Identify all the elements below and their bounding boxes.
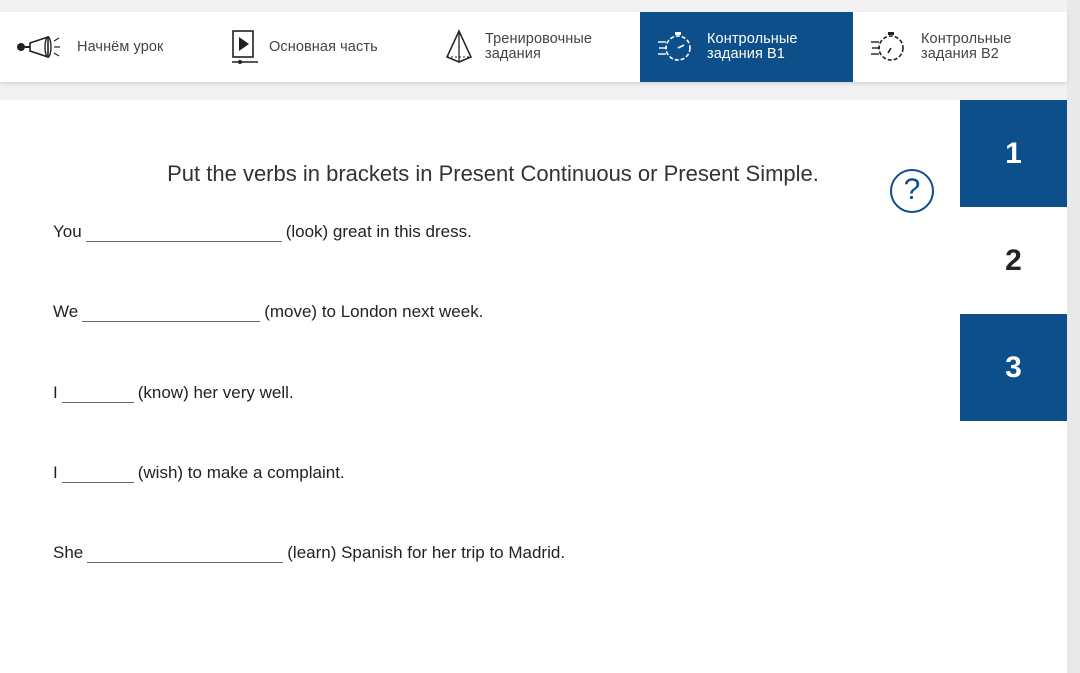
tab-label-line1: Начнём урок bbox=[77, 38, 164, 55]
sentence-row bbox=[53, 541, 565, 563]
help-button[interactable] bbox=[890, 169, 934, 213]
stopwatch-icon bbox=[657, 29, 693, 65]
sentence-row bbox=[53, 461, 345, 483]
tab-control-b1[interactable] bbox=[640, 12, 853, 82]
sentence-after: (move) to London next week. bbox=[264, 302, 484, 321]
answer-input[interactable] bbox=[87, 541, 283, 563]
tab-label-line1: Контрольные bbox=[921, 31, 1012, 47]
exercise-panel bbox=[0, 100, 1067, 673]
tab-label-line2: задания В2 bbox=[921, 46, 999, 62]
tab-start-lesson[interactable] bbox=[0, 12, 213, 82]
sentence-after: (know) her very well. bbox=[137, 383, 294, 402]
tab-training-tasks[interactable] bbox=[426, 12, 640, 82]
sentence-before: I bbox=[53, 463, 58, 482]
tab-label-line2: задания В1 bbox=[707, 46, 785, 62]
question-icon: ? bbox=[903, 173, 921, 206]
sentence-row bbox=[53, 300, 483, 322]
sentence-before: You bbox=[53, 222, 82, 241]
tab-label-line1: Контрольные bbox=[707, 31, 798, 47]
megaphone-icon bbox=[16, 34, 62, 60]
task-instruction: Put the verbs in brackets in Present Continuous or Present Simple. bbox=[167, 161, 819, 186]
tab-label bbox=[921, 32, 1012, 62]
exercise-step-tabs bbox=[960, 100, 1067, 421]
tab-main-part[interactable] bbox=[213, 12, 426, 82]
answer-input[interactable] bbox=[62, 461, 134, 483]
sentence-before: I bbox=[53, 383, 58, 402]
sentence-row bbox=[53, 381, 294, 403]
sentence-before: We bbox=[53, 302, 79, 321]
tab-label-line1: Основная часть bbox=[269, 38, 378, 55]
tab-label bbox=[485, 32, 592, 62]
tab-label bbox=[707, 32, 798, 62]
answer-input[interactable] bbox=[62, 381, 134, 403]
sentence-row bbox=[53, 220, 472, 242]
sentence-after: (learn) Spanish for her trip to Madrid. bbox=[287, 543, 566, 562]
step-tab-1[interactable]: 1 bbox=[960, 100, 1067, 207]
step-tab-2-current[interactable]: 2 bbox=[960, 207, 1067, 314]
answer-input[interactable] bbox=[82, 300, 260, 322]
tab-label bbox=[77, 40, 164, 55]
scroll-edge bbox=[1067, 0, 1080, 673]
sentence-after: (wish) to make a complaint. bbox=[137, 463, 345, 482]
pyramid-icon bbox=[444, 29, 474, 65]
tab-label bbox=[269, 40, 378, 55]
tab-control-b2[interactable] bbox=[853, 12, 1067, 82]
play-icon bbox=[230, 29, 260, 65]
lesson-nav bbox=[0, 12, 1067, 82]
answer-input[interactable] bbox=[86, 220, 282, 242]
tab-label-line2: задания bbox=[485, 46, 541, 62]
sentence-after: (look) great in this dress. bbox=[285, 222, 472, 241]
stopwatch-icon bbox=[870, 29, 906, 65]
sentence-before: She bbox=[53, 543, 84, 562]
tab-label-line1: Тренировочные bbox=[485, 31, 593, 47]
step-tab-3[interactable]: 3 bbox=[960, 314, 1067, 421]
